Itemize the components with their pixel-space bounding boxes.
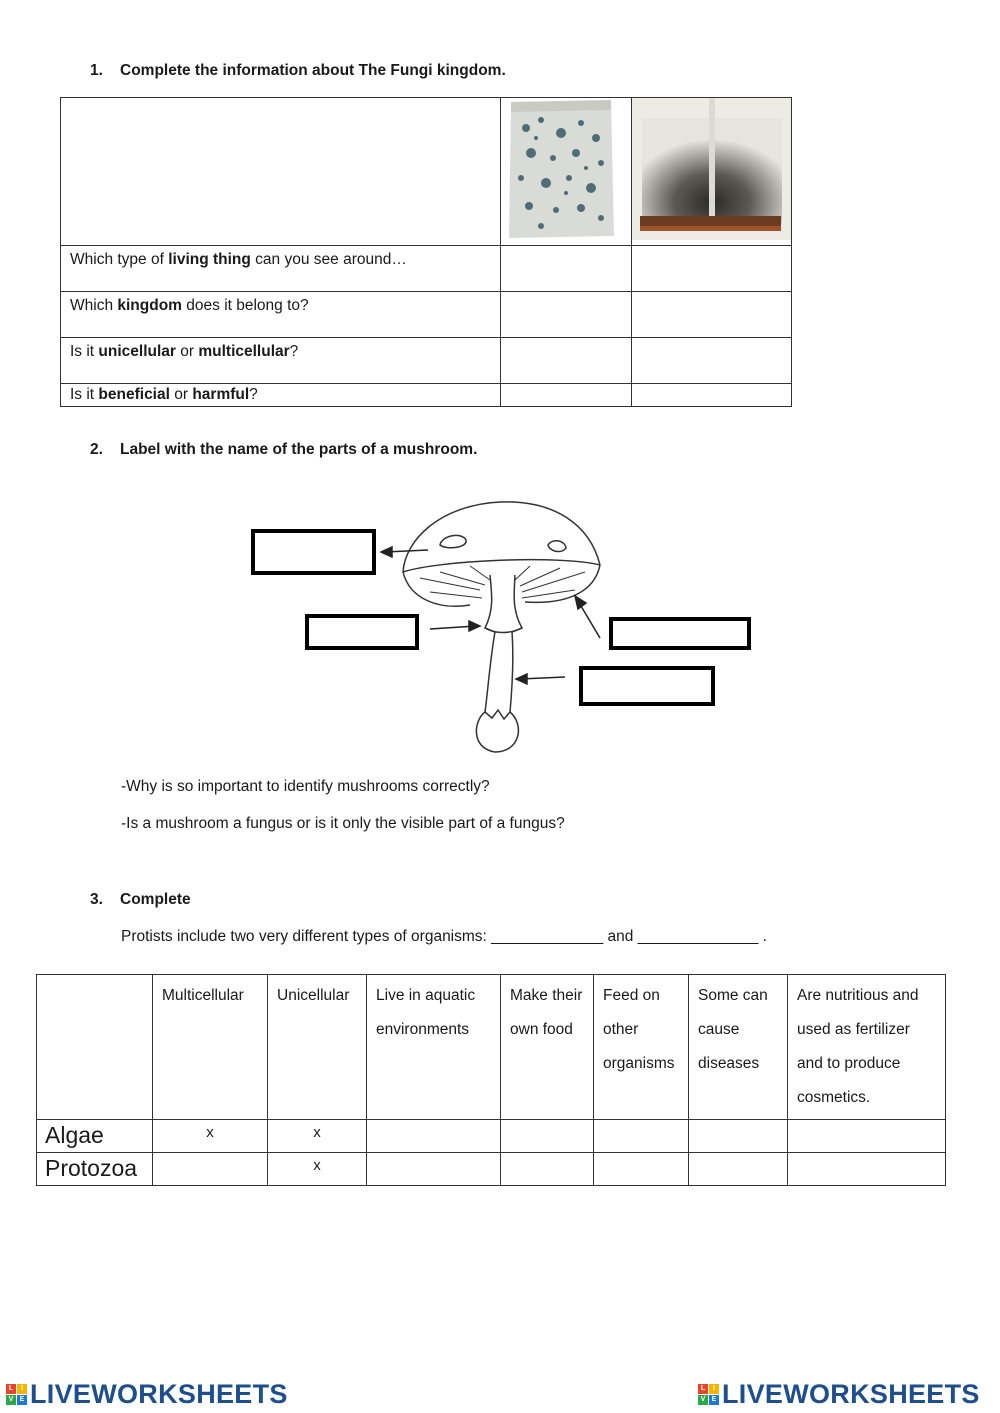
logo-text: LIVEWORKSHEETS: [30, 1378, 288, 1409]
mushroom-question-1: -Why is so important to identify mushrooms correctly?: [121, 778, 490, 795]
answer-cell[interactable]: [632, 338, 792, 384]
label-box-ring[interactable]: [305, 614, 419, 650]
header-multicellular: Multicellular: [153, 975, 268, 1120]
header-cell-blank: [37, 975, 153, 1120]
answer-cell[interactable]: [501, 338, 632, 384]
mold-image-cell: [632, 98, 792, 246]
protozoa-cell[interactable]: [501, 1153, 594, 1186]
label-box-gills[interactable]: [609, 617, 751, 650]
protozoa-cell[interactable]: [367, 1153, 501, 1186]
algae-cell[interactable]: [689, 1120, 788, 1153]
algae-cell[interactable]: x: [153, 1120, 268, 1153]
liveworksheets-logo-right: [698, 1379, 980, 1409]
row-label-algae: Algae: [37, 1120, 153, 1153]
mushroom-question-2: -Is a mushroom a fungus or is it only the visible part of a fungus?: [121, 815, 565, 832]
header-feed-on-others: Feed on other organisms: [594, 975, 689, 1120]
label-box-cap[interactable]: [251, 529, 376, 575]
answer-cell[interactable]: [632, 246, 792, 292]
protozoa-cell[interactable]: [689, 1153, 788, 1186]
protists-table: [36, 974, 946, 1186]
protozoa-cell[interactable]: x: [268, 1153, 367, 1186]
question-3-title: 3. Complete: [90, 891, 191, 908]
logo-blocks-icon: L I V E: [6, 1384, 27, 1405]
header-unicellular: Unicellular: [268, 975, 367, 1120]
answer-cell[interactable]: [501, 292, 632, 338]
algae-cell[interactable]: [788, 1120, 946, 1153]
q1-row-beneficial: Is it beneficial or harmful?: [61, 384, 501, 407]
blue-cheese-image: [501, 98, 631, 240]
q1-row-cellularity: Is it unicellular or multicellular?: [61, 338, 501, 384]
fungi-table: [60, 97, 792, 407]
question-2-title: 2. Label with the name of the parts of a mushroom.: [90, 441, 478, 458]
q1-row-kingdom: Which kingdom does it belong to?: [61, 292, 501, 338]
wall-mold-image: [632, 98, 791, 240]
algae-cell[interactable]: [367, 1120, 501, 1153]
logo-blocks-icon: L I V E: [698, 1384, 719, 1405]
algae-cell[interactable]: x: [268, 1120, 367, 1153]
header-own-food: Make their own food: [501, 975, 594, 1120]
protozoa-cell[interactable]: [788, 1153, 946, 1186]
protozoa-cell[interactable]: [153, 1153, 268, 1186]
protozoa-cell[interactable]: [594, 1153, 689, 1186]
algae-cell[interactable]: [501, 1120, 594, 1153]
label-box-stem[interactable]: [579, 666, 715, 706]
header-aquatic: Live in aquatic environments: [367, 975, 501, 1120]
answer-cell[interactable]: [501, 246, 632, 292]
logo-text: LIVEWORKSHEETS: [722, 1378, 980, 1409]
answer-cell[interactable]: [632, 384, 792, 407]
blank-header-cell: [61, 98, 501, 246]
row-label-protozoa: Protozoa: [37, 1153, 153, 1186]
header-diseases: Some can cause diseases: [689, 975, 788, 1120]
cheese-image-cell: [501, 98, 632, 246]
answer-cell[interactable]: [501, 384, 632, 407]
liveworksheets-logo-left: [6, 1379, 288, 1409]
protists-sentence: Protists include two very different types of organisms: _____________ and ______________ .: [121, 928, 767, 945]
header-nutritious: Are nutritious and used as fertilizer and to produce cosmetics.: [788, 975, 946, 1120]
q1-row-living-thing: Which type of living thing can you see around…: [61, 246, 501, 292]
answer-cell[interactable]: [632, 292, 792, 338]
algae-cell[interactable]: [594, 1120, 689, 1153]
question-1-title: 1. Complete the information about The Fungi kingdom.: [90, 62, 506, 79]
